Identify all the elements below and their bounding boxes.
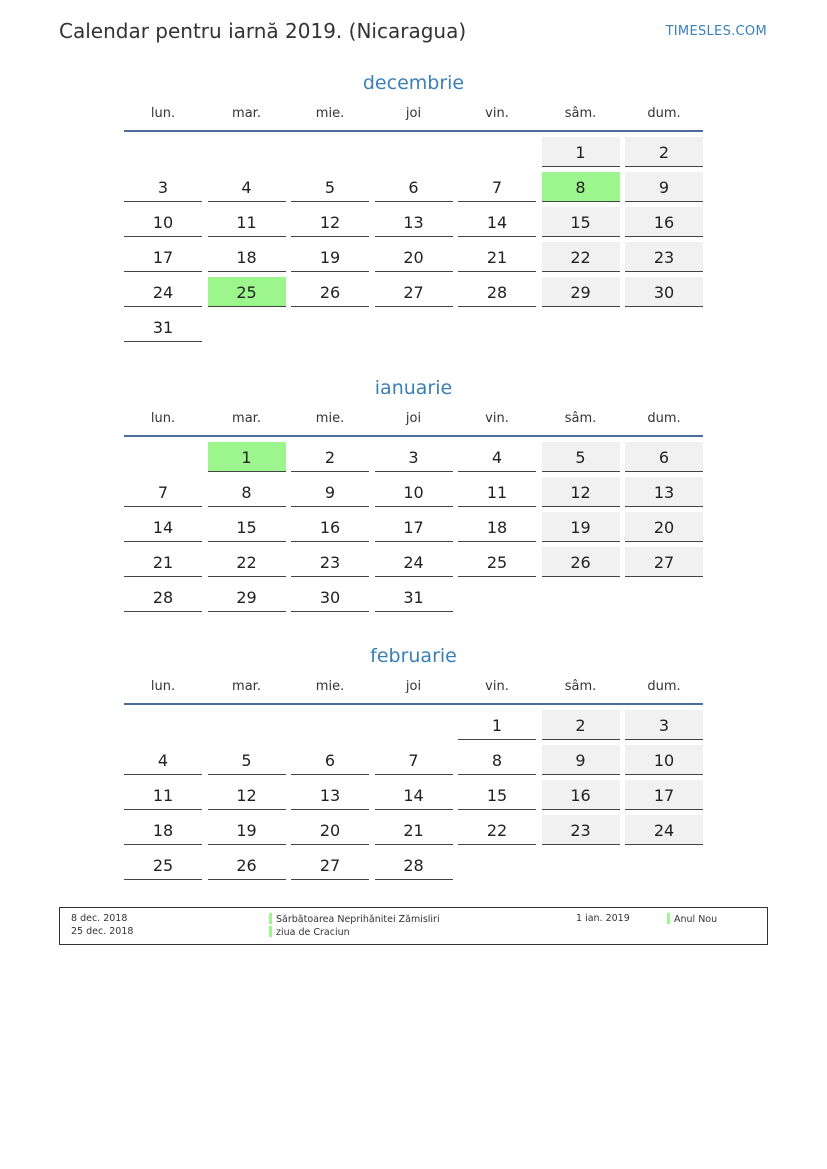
legend-date: 1 ian. 2019	[576, 913, 630, 924]
holiday-day-cell: 25	[208, 277, 286, 307]
weekend-day-cell: 15	[542, 207, 620, 237]
weekend-day-cell: 9	[542, 745, 620, 775]
day-cell: 10	[375, 477, 453, 507]
day-cell: 7	[375, 745, 453, 775]
day-cell: 13	[291, 780, 369, 810]
holiday-color-swatch	[667, 913, 670, 924]
weekday-label: dum.	[647, 679, 681, 694]
holiday-day-cell: 8	[542, 172, 620, 202]
day-cell: 24	[375, 547, 453, 577]
legend-item	[667, 913, 717, 926]
day-cell: 4	[208, 172, 286, 202]
weekday-label: mie.	[315, 679, 345, 694]
day-cell: 11	[208, 207, 286, 237]
weekend-day-cell: 10	[625, 745, 703, 775]
weekend-day-cell: 20	[625, 512, 703, 542]
weekday-label: dum.	[647, 411, 681, 426]
day-cell: 18	[208, 242, 286, 272]
day-cell: 31	[375, 582, 453, 612]
month-title: februarie	[370, 645, 457, 667]
weekend-day-cell: 27	[625, 547, 703, 577]
empty-cell	[124, 137, 202, 167]
day-cell: 5	[291, 172, 369, 202]
empty-cell	[291, 137, 369, 167]
day-cell: 14	[375, 780, 453, 810]
weekend-day-cell: 5	[542, 442, 620, 472]
weekday-header	[124, 106, 703, 130]
day-cell: 17	[124, 242, 202, 272]
day-cell: 25	[458, 547, 536, 577]
empty-cell	[375, 710, 453, 740]
legend-holiday-name: Anul Nou	[674, 914, 718, 925]
day-cell: 11	[458, 477, 536, 507]
weekend-day-cell: 17	[625, 780, 703, 810]
day-cell: 6	[291, 745, 369, 775]
day-cell: 1	[458, 710, 536, 740]
empty-cell	[124, 710, 202, 740]
brand-logo-text[interactable]: TIMESLES.COM	[665, 24, 767, 39]
holiday-day-cell: 1	[208, 442, 286, 472]
weekend-day-cell: 19	[542, 512, 620, 542]
weekday-label: sâm.	[564, 106, 597, 121]
legend-holiday-name: Sărbătoarea Neprihănitei Zămisliri	[276, 914, 440, 925]
weekend-day-cell: 1	[542, 137, 620, 167]
day-cell: 28	[124, 582, 202, 612]
day-cell: 16	[291, 512, 369, 542]
weekday-label: joi	[405, 411, 422, 426]
day-cell: 28	[458, 277, 536, 307]
weekend-day-cell: 24	[625, 815, 703, 845]
holiday-color-swatch	[269, 926, 272, 937]
day-cell: 25	[124, 850, 202, 880]
legend-item	[269, 926, 350, 939]
day-cell: 3	[375, 442, 453, 472]
weekday-label: vin.	[485, 106, 509, 121]
day-cell: 20	[291, 815, 369, 845]
weekend-day-cell: 23	[625, 242, 703, 272]
day-cell: 20	[375, 242, 453, 272]
holiday-color-swatch	[269, 913, 272, 924]
weekday-label: mie.	[315, 411, 345, 426]
day-cell: 3	[124, 172, 202, 202]
page-title: Calendar pentru iarnă 2019. (Nicaragua)	[59, 19, 467, 43]
weekend-day-cell: 13	[625, 477, 703, 507]
weekday-label: mar.	[232, 411, 261, 426]
day-cell: 14	[124, 512, 202, 542]
day-cell: 4	[458, 442, 536, 472]
weekday-label: vin.	[485, 679, 509, 694]
day-cell: 21	[124, 547, 202, 577]
weekend-day-cell: 26	[542, 547, 620, 577]
day-cell: 22	[458, 815, 536, 845]
day-grid	[124, 710, 703, 880]
weekend-day-cell: 29	[542, 277, 620, 307]
day-cell: 8	[208, 477, 286, 507]
weekday-header	[124, 679, 703, 703]
day-cell: 21	[375, 815, 453, 845]
weekend-day-cell: 9	[625, 172, 703, 202]
day-cell: 17	[375, 512, 453, 542]
legend-item	[269, 913, 440, 926]
legend-date: 8 dec. 2018	[71, 913, 128, 924]
day-cell: 19	[208, 815, 286, 845]
empty-cell	[208, 710, 286, 740]
day-cell: 12	[208, 780, 286, 810]
day-cell: 4	[124, 745, 202, 775]
weekday-label: lun.	[150, 106, 176, 121]
day-cell: 30	[291, 582, 369, 612]
empty-cell	[458, 137, 536, 167]
weekend-day-cell: 6	[625, 442, 703, 472]
day-cell: 19	[291, 242, 369, 272]
weekend-day-cell: 16	[542, 780, 620, 810]
weekend-day-cell: 12	[542, 477, 620, 507]
day-cell: 13	[375, 207, 453, 237]
day-cell: 29	[208, 582, 286, 612]
weekday-label: joi	[405, 106, 422, 121]
weekday-label: sâm.	[564, 679, 597, 694]
empty-cell	[124, 442, 202, 472]
weekday-label: joi	[405, 679, 422, 694]
day-cell: 2	[291, 442, 369, 472]
day-cell: 6	[375, 172, 453, 202]
day-cell: 15	[208, 512, 286, 542]
weekend-day-cell: 2	[542, 710, 620, 740]
weekend-day-cell: 3	[625, 710, 703, 740]
month-title: decembrie	[362, 72, 465, 94]
day-cell: 8	[458, 745, 536, 775]
month-february	[124, 643, 703, 880]
weekday-label: sâm.	[564, 411, 597, 426]
day-grid	[124, 442, 703, 612]
day-cell: 14	[458, 207, 536, 237]
weekday-label: lun.	[150, 411, 176, 426]
day-cell: 18	[458, 512, 536, 542]
weekday-label: dum.	[647, 106, 681, 121]
day-cell: 21	[458, 242, 536, 272]
month-december	[124, 70, 703, 342]
month-january	[124, 375, 703, 612]
day-grid	[124, 137, 703, 342]
header-rule	[124, 703, 703, 705]
day-cell: 12	[291, 207, 369, 237]
day-cell: 7	[124, 477, 202, 507]
day-cell: 5	[208, 745, 286, 775]
day-cell: 15	[458, 780, 536, 810]
day-cell: 26	[291, 277, 369, 307]
month-title: ianuarie	[374, 377, 453, 399]
day-cell: 7	[458, 172, 536, 202]
holiday-legend	[59, 907, 768, 945]
weekday-label: mar.	[232, 106, 261, 121]
weekend-day-cell: 30	[625, 277, 703, 307]
weekday-label: mie.	[315, 106, 345, 121]
weekday-label: lun.	[150, 679, 176, 694]
day-cell: 9	[291, 477, 369, 507]
day-cell: 24	[124, 277, 202, 307]
day-cell: 10	[124, 207, 202, 237]
weekday-label: vin.	[485, 411, 509, 426]
header-rule	[124, 130, 703, 132]
day-cell: 31	[124, 312, 202, 342]
day-cell: 27	[291, 850, 369, 880]
day-cell: 18	[124, 815, 202, 845]
header-rule	[124, 435, 703, 437]
day-cell: 27	[375, 277, 453, 307]
legend-date: 25 dec. 2018	[71, 926, 134, 937]
day-cell: 22	[208, 547, 286, 577]
empty-cell	[208, 137, 286, 167]
day-cell: 11	[124, 780, 202, 810]
weekend-day-cell: 16	[625, 207, 703, 237]
weekend-day-cell: 2	[625, 137, 703, 167]
weekend-day-cell: 22	[542, 242, 620, 272]
day-cell: 28	[375, 850, 453, 880]
day-cell: 26	[208, 850, 286, 880]
weekend-day-cell: 23	[542, 815, 620, 845]
day-cell: 23	[291, 547, 369, 577]
weekday-header	[124, 411, 703, 435]
empty-cell	[291, 710, 369, 740]
legend-holiday-name: ziua de Craciun	[276, 927, 350, 938]
weekday-label: mar.	[232, 679, 261, 694]
empty-cell	[375, 137, 453, 167]
